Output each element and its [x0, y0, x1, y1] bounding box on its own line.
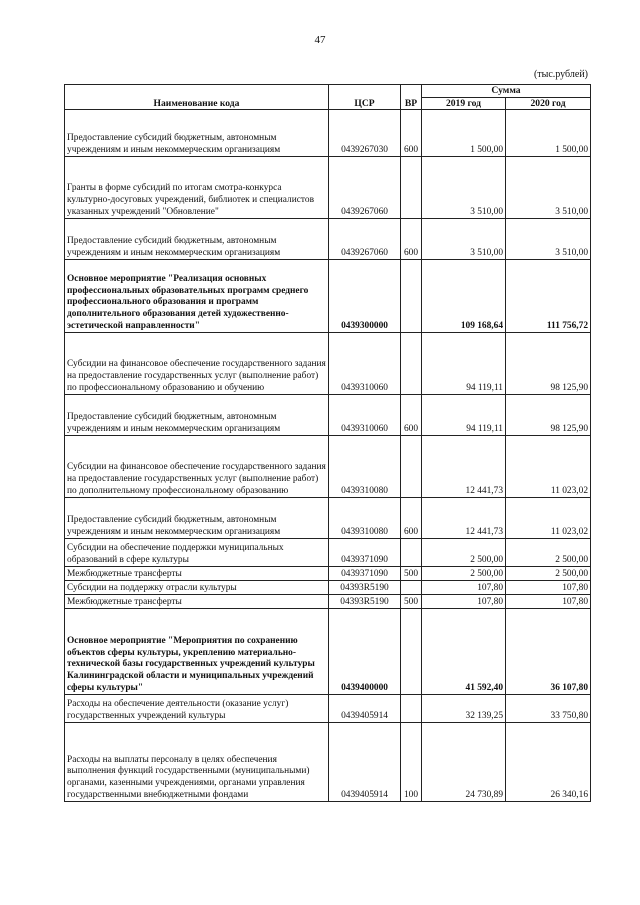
table-row	[65, 498, 591, 539]
header-sum: Сумма	[422, 85, 591, 98]
row-name-cell: Расходы на обеспечение деятельности (оказание услуг) государственных учреждений культуры	[65, 695, 329, 723]
row-2019-cell: 12 441,73	[422, 498, 506, 539]
row-csr-cell: 0439400000	[329, 609, 401, 695]
table-row	[65, 110, 591, 157]
row-csr-cell: 0439310060	[329, 395, 401, 436]
row-2019-cell: 94 119,11	[422, 333, 506, 395]
row-2019-cell: 109 168,64	[422, 260, 506, 333]
table-row	[65, 157, 591, 219]
row-2019-cell: 3 510,00	[422, 219, 506, 260]
row-csr-cell: 0439267030	[329, 110, 401, 157]
row-name-cell: Предоставление субсидий бюджетным, автономным учреждениям и иным некоммерческим организациям	[65, 395, 329, 436]
table-body	[65, 110, 591, 802]
row-vr-cell	[401, 157, 422, 219]
budget-table	[64, 84, 591, 802]
header-vr: ВР	[401, 85, 422, 110]
units-label: (тыс.рублей)	[533, 69, 588, 80]
row-csr-cell: 0439405914	[329, 695, 401, 723]
row-name-cell: Предоставление субсидий бюджетным, автономным учреждениям и иным некоммерческим организациям	[65, 219, 329, 260]
row-csr-cell: 0439310060	[329, 333, 401, 395]
row-2019-cell: 2 500,00	[422, 539, 506, 567]
row-name-cell: Предоставление субсидий бюджетным, автономным учреждениям и иным некоммерческим организациям	[65, 110, 329, 157]
row-2019-cell: 41 592,40	[422, 609, 506, 695]
row-csr-cell: 0439371090	[329, 567, 401, 581]
row-vr-cell	[401, 539, 422, 567]
row-2020-cell: 11 023,02	[506, 498, 591, 539]
row-vr-cell: 600	[401, 219, 422, 260]
row-2020-cell: 11 023,02	[506, 436, 591, 498]
row-2019-cell: 107,80	[422, 595, 506, 609]
row-csr-cell: 04393R5190	[329, 595, 401, 609]
row-csr-cell: 0439405914	[329, 723, 401, 802]
row-name-cell: Межбюджетные трансферты	[65, 595, 329, 609]
row-2020-cell: 33 750,80	[506, 695, 591, 723]
row-name-cell: Основное мероприятие "Реализация основных профессиональных образовательных программ среднего профессионального образования и программ дополнительного образования детей художественно-эстетической направленности"	[65, 260, 329, 333]
row-name-cell: Субсидии на обеспечение поддержки муниципальных образований в сфере культуры	[65, 539, 329, 567]
row-2020-cell: 36 107,80	[506, 609, 591, 695]
row-name-cell: Межбюджетные трансферты	[65, 567, 329, 581]
row-vr-cell: 600	[401, 395, 422, 436]
table-row	[65, 333, 591, 395]
row-vr-cell: 500	[401, 567, 422, 581]
header-csr: ЦСР	[329, 85, 401, 110]
row-vr-cell: 600	[401, 498, 422, 539]
row-vr-cell: 500	[401, 595, 422, 609]
row-vr-cell	[401, 695, 422, 723]
row-name-cell: Гранты в форме субсидий по итогам смотра-конкурса культурно-досуговых учреждений, библиотек и специалистов указанных учреждений "Обновление"	[65, 157, 329, 219]
row-name-cell: Расходы на выплаты персоналу в целях обеспечения выполнения функций государственными (муниципальными) органами, казенными учреждениями, органами управления государственными внебюджетными фондами	[65, 723, 329, 802]
table-row	[65, 436, 591, 498]
header-2020: 2020 год	[506, 97, 591, 110]
row-name-cell: Субсидии на финансовое обеспечение государственного задания на предоставление государственных услуг (выполнение работ) по профессиональному образованию и обучению	[65, 333, 329, 395]
row-2019-cell: 32 139,25	[422, 695, 506, 723]
row-2019-cell: 94 119,11	[422, 395, 506, 436]
row-2019-cell: 24 730,89	[422, 723, 506, 802]
table-row	[65, 260, 591, 333]
row-csr-cell: 0439267060	[329, 157, 401, 219]
header-name: Наименование кода	[65, 85, 329, 110]
row-2019-cell: 2 500,00	[422, 567, 506, 581]
row-2019-cell: 1 500,00	[422, 110, 506, 157]
table-row	[65, 567, 591, 581]
table-row	[65, 219, 591, 260]
row-2020-cell: 3 510,00	[506, 157, 591, 219]
row-vr-cell	[401, 260, 422, 333]
row-2019-cell: 3 510,00	[422, 157, 506, 219]
row-csr-cell: 0439300000	[329, 260, 401, 333]
table-row	[65, 539, 591, 567]
row-2020-cell: 111 756,72	[506, 260, 591, 333]
row-2020-cell: 3 510,00	[506, 219, 591, 260]
table-row	[65, 395, 591, 436]
row-vr-cell	[401, 436, 422, 498]
table-row	[65, 723, 591, 802]
row-2020-cell: 26 340,16	[506, 723, 591, 802]
row-vr-cell: 600	[401, 110, 422, 157]
table-row	[65, 595, 591, 609]
row-name-cell: Субсидии на поддержку отрасли культуры	[65, 581, 329, 595]
row-2020-cell: 98 125,90	[506, 333, 591, 395]
table-row	[65, 609, 591, 695]
page-number: 47	[314, 34, 326, 46]
row-name-cell: Предоставление субсидий бюджетным, автономным учреждениям и иным некоммерческим организациям	[65, 498, 329, 539]
row-vr-cell	[401, 609, 422, 695]
row-2020-cell: 98 125,90	[506, 395, 591, 436]
row-vr-cell: 100	[401, 723, 422, 802]
row-vr-cell	[401, 333, 422, 395]
row-2020-cell: 2 500,00	[506, 567, 591, 581]
row-2020-cell: 107,80	[506, 595, 591, 609]
row-2020-cell: 2 500,00	[506, 539, 591, 567]
row-csr-cell: 0439267060	[329, 219, 401, 260]
row-csr-cell: 0439371090	[329, 539, 401, 567]
row-name-cell: Основное мероприятие "Мероприятия по сохранению объектов сферы культуры, укреплению материально-технической базы государственных учреждений культуры Калининградской области и муниципальных учреждений сферы культуры"	[65, 609, 329, 695]
row-2019-cell: 107,80	[422, 581, 506, 595]
row-2020-cell: 1 500,00	[506, 110, 591, 157]
row-vr-cell	[401, 581, 422, 595]
table-row	[65, 581, 591, 595]
row-2020-cell: 107,80	[506, 581, 591, 595]
table-row	[65, 695, 591, 723]
row-name-cell: Субсидии на финансовое обеспечение государственного задания на предоставление государственных услуг (выполнение работ) по дополнительному профессиональному образованию	[65, 436, 329, 498]
row-csr-cell: 04393R5190	[329, 581, 401, 595]
row-csr-cell: 0439310080	[329, 498, 401, 539]
row-csr-cell: 0439310080	[329, 436, 401, 498]
row-2019-cell: 12 441,73	[422, 436, 506, 498]
header-2019: 2019 год	[422, 97, 506, 110]
